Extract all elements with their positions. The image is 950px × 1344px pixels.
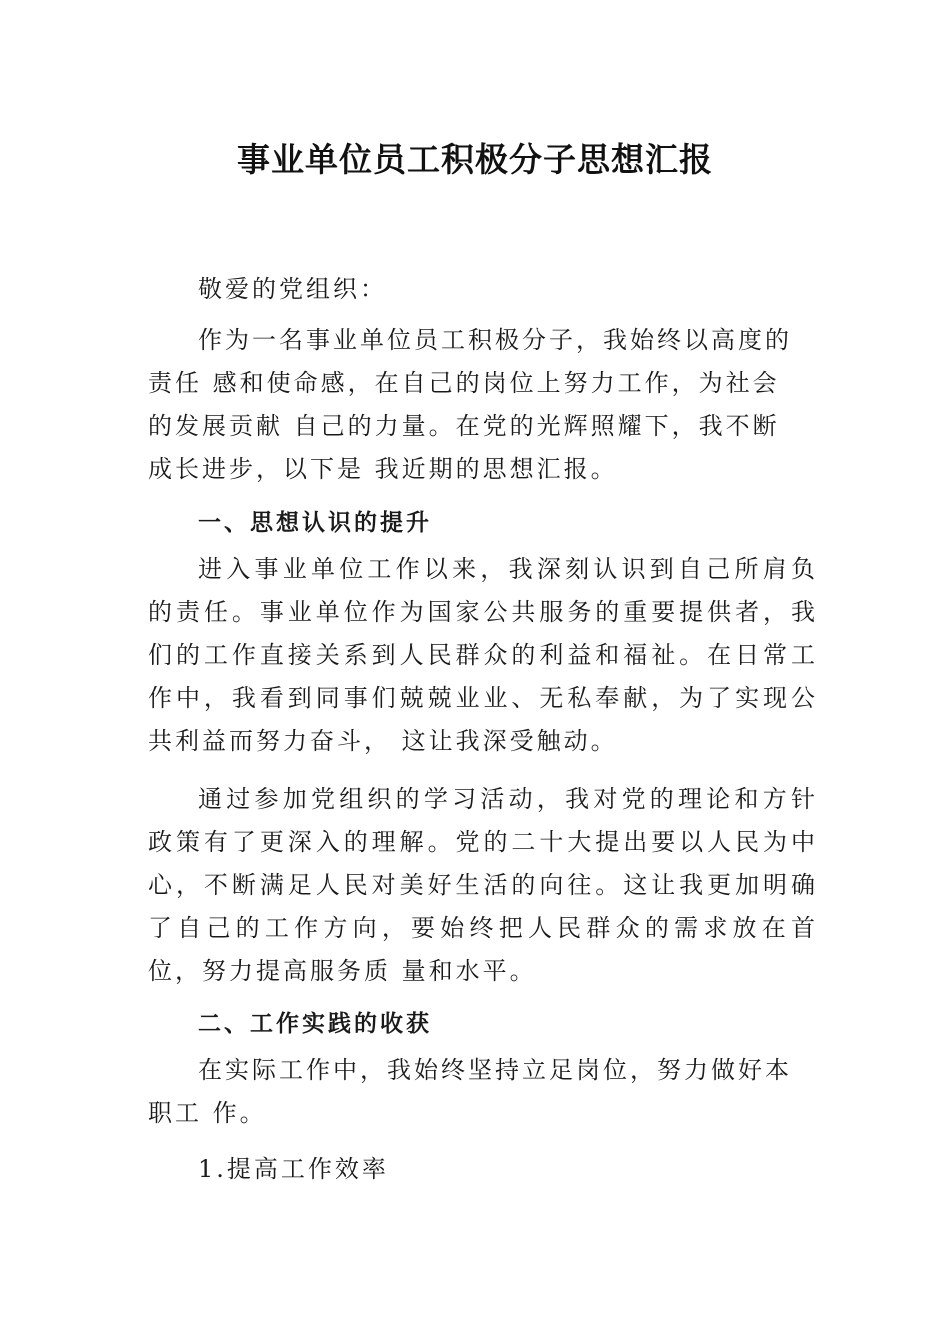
list-item-1: 1.提高工作效率 <box>198 1155 389 1183</box>
paragraph-intro: 作为一名事业单位员工积极分子，我始终以高度的责任 感和使命感，在自己的岗位上努力工作，为社会的发展贡献 自己的力量。在党的光辉照耀下，我不断成长进步，以下是 我近期的思想汇报。 <box>148 326 792 483</box>
document-title: 事业单位员工积极分子思想汇报 <box>237 140 713 179</box>
paragraph-section2-1: 在实际工作中，我始终坚持立足岗位，努力做好本职工 作。 <box>148 1056 792 1127</box>
paragraph-section1-1: 进入事业单位工作以来，我深刻认识到自己所肩负的责任。事业单位作为国家公共服务的重要提供者，我们的工作直接关系到人民群众的利益和福祉。在日常工作中，我看到同事们兢兢业业、无私奉献，为了实现公共利益而努力奋斗， 这让我深受触动。 <box>148 555 818 755</box>
paragraph-section1-2: 通过参加党组织的学习活动，我对党的理论和方针政策有了更深入的理解。党的二十大提出要以人民为中心，不断满足人民对美好生活的向往。这让我更加明确了自己的工作方向，要始终把人民群众的需求放在首位，努力提高服务质 量和水平。 <box>148 785 818 985</box>
section-heading-1: 一、思想认识的提升 <box>198 510 432 536</box>
salutation: 敬爱的党组织： <box>198 275 387 303</box>
section-heading-2: 二、工作实践的收获 <box>198 1011 432 1037</box>
